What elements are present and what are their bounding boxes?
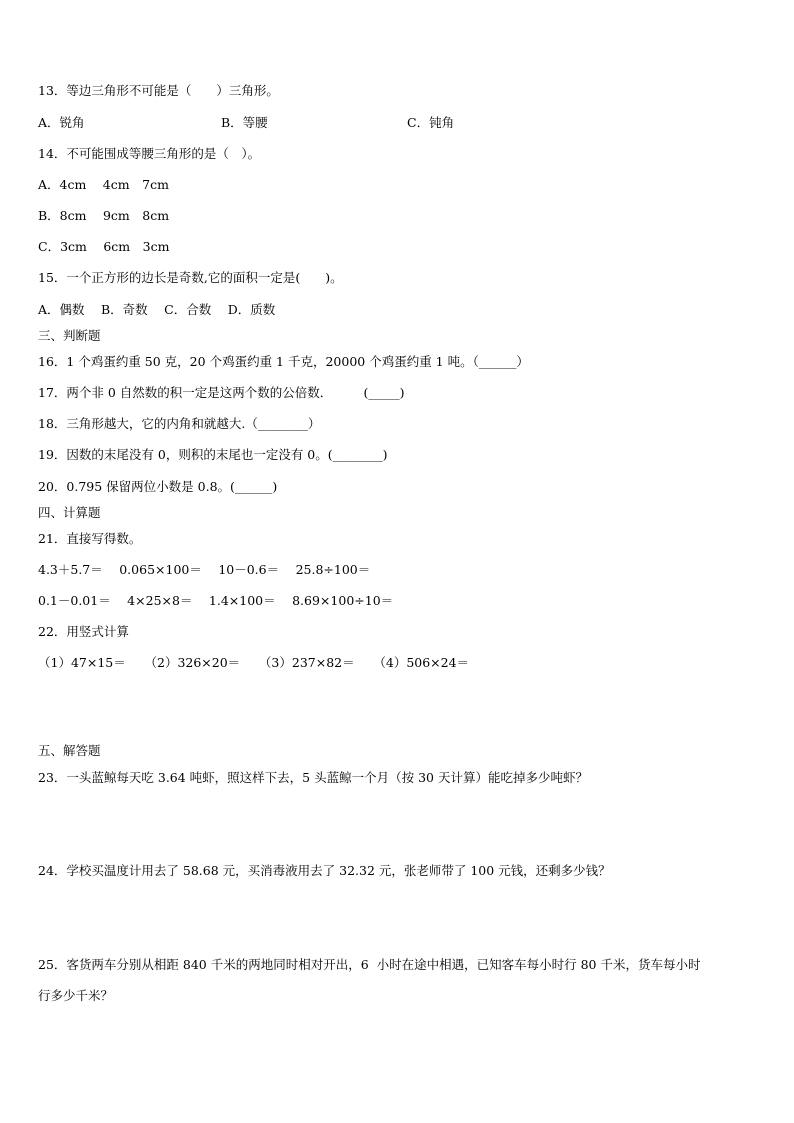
q15-options: A．偶数 B．奇数 C．合数 D．质数 bbox=[38, 302, 276, 317]
q19: 19．因数的末尾没有 0，则积的末尾也一定没有 0。(________) bbox=[38, 447, 388, 462]
q14-option-c: C．3cm 6cm 3cm bbox=[38, 239, 170, 254]
q24: 24．学校买温度计用去了 58.68 元，买消毒液用去了 32.32 元，张老师带了 100 元钱，还剩多少钱？ bbox=[38, 863, 611, 878]
q18: 18．三角形越大，它的内角和就越大.（________） bbox=[38, 416, 321, 431]
q23: 23．一头蓝鲸每天吃 3.64 吨虾，照这样下去，5 头蓝鲸一个月（按 30 天计算）能吃掉多少吨虾？ bbox=[38, 770, 588, 785]
section-heading-judgement: 三、判断题 bbox=[38, 328, 101, 343]
q21-row-1: 4.3＋5.7＝ 0.065×100＝ 10－0.6＝ 25.8÷100＝ bbox=[38, 562, 371, 577]
section-heading-calculation: 四、计算题 bbox=[38, 505, 101, 520]
q14-stem: 14．不可能围成等腰三角形的是（ ）。 bbox=[38, 146, 261, 161]
q20: 20．0.795 保留两位小数是 0.8。(______) bbox=[38, 479, 278, 494]
q13-stem: 13．等边三角形不可能是（ ）三角形。 bbox=[38, 83, 279, 98]
q25-line-1: 25．客货两车分别从相距 840 千米的两地同时相对开出，6 小时在途中相遇，已知客车每小时行 80 千米，货车每小时 bbox=[38, 957, 701, 972]
section-heading-word-problems: 五、解答题 bbox=[38, 743, 101, 758]
q16: 16．1 个鸡蛋约重 50 克，20 个鸡蛋约重 1 千克，20000 个鸡蛋约重 1 吨。（______） bbox=[38, 354, 529, 369]
q13-option-a: A．锐角 bbox=[38, 115, 85, 130]
q14-option-a: A．4cm 4cm 7cm bbox=[38, 177, 169, 192]
q21-stem: 21．直接写得数。 bbox=[38, 531, 142, 546]
q13-option-c: C．钝角 bbox=[407, 115, 455, 130]
q25-line-2: 行多少千米？ bbox=[38, 988, 114, 1003]
q15-stem: 15．一个正方形的边长是奇数,它的面积一定是( )。 bbox=[38, 270, 343, 285]
q17: 17．两个非 0 自然数的积一定是这两个数的公倍数． (_____) bbox=[38, 385, 405, 400]
q22-stem: 22．用竖式计算 bbox=[38, 624, 129, 639]
q13-option-b: B．等腰 bbox=[221, 115, 268, 130]
q22-row: （1）47×15＝ （2）326×20＝ （3）237×82＝ （4）506×24＝ bbox=[38, 655, 470, 670]
q21-row-2: 0.1－0.01＝ 4×25×8＝ 1.4×100＝ 8.69×100÷10＝ bbox=[38, 593, 394, 608]
q14-option-b: B．8cm 9cm 8cm bbox=[38, 208, 170, 223]
